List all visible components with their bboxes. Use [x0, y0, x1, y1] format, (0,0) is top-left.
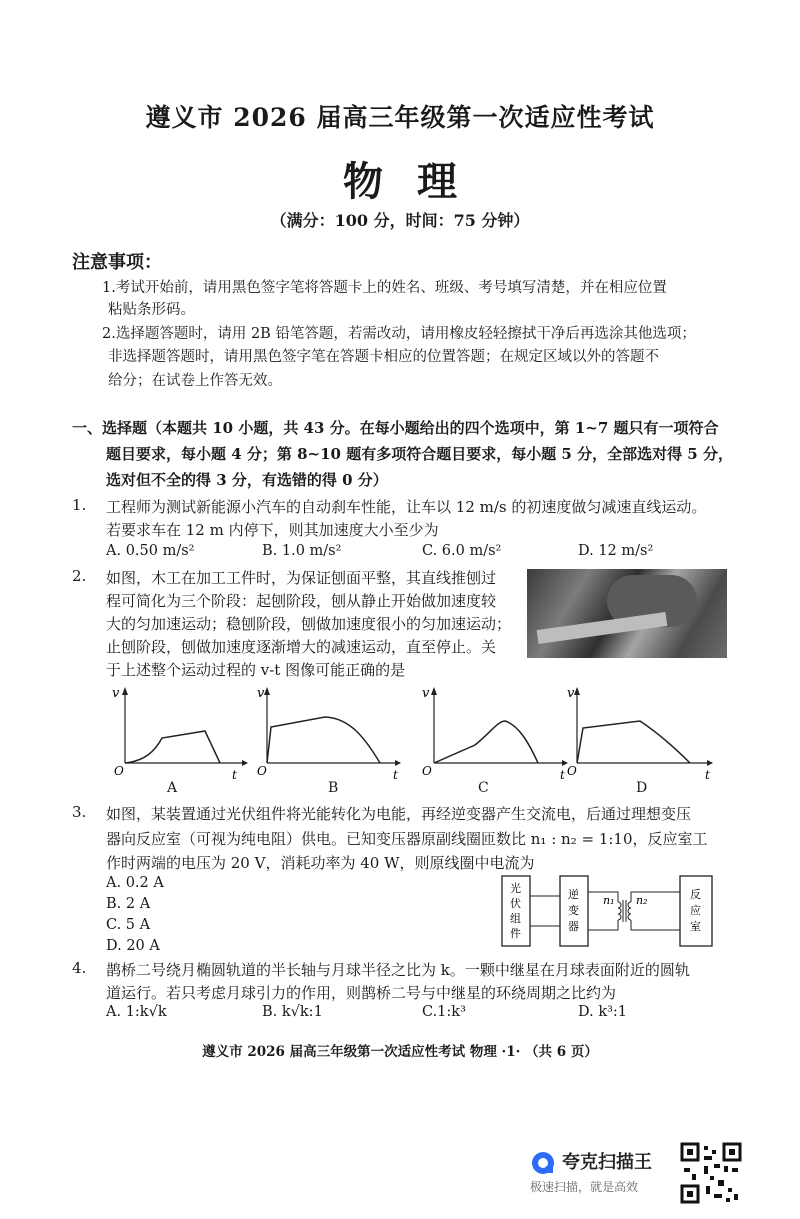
question-text: 如图，某装置通过光伏组件将光能转化为电能，再经逆变器产生交流电，后通过理想变压 [106, 805, 692, 823]
scanner-brand: 夸克扫描王 [562, 1152, 652, 1173]
question-text: 作时两端的电压为 20 V，消耗功率为 40 W，则原线圈中电流为 [106, 854, 535, 872]
section-instructions: 题目要求，每小题 4 分；第 8~10 题有多项符合题目要求，每小题 5 分，全部选对得 5 分， [106, 445, 733, 463]
option-a: A. 1:k√k [106, 1004, 167, 1020]
option-b: B. 2 A [106, 896, 151, 912]
option-d: D. 20 A [106, 938, 160, 954]
notice-line: 粘贴条形码。 [108, 302, 195, 318]
option-d: D. 12 m/s² [578, 543, 654, 559]
box1-char: 伏 [510, 897, 521, 910]
n2-label: n₂ [636, 894, 648, 907]
question-text: 工程师为测试新能源小汽车的自动刹车性能，让车以 12 m/s 的初速度做匀减速直线运动。 [106, 498, 707, 516]
vt-graph-d [565, 683, 715, 783]
box3-char: 室 [690, 920, 701, 933]
axis-t: t [232, 768, 237, 782]
question-text: 大的匀加速运动；稳刨阶段，刨做加速度很小的匀加速运动； [106, 615, 512, 633]
subject-title: 物理 [343, 158, 491, 205]
option-c: C. 5 A [106, 917, 151, 933]
notice-line: 2.选择题答题时，请用 2B 铅笔答题，若需改动，请用橡皮轻轻擦拭干净后再选涂其他选项； [102, 326, 696, 342]
option-c: C. 6.0 m/s² [422, 543, 502, 559]
question-text: 器向反应室（可视为纯电阻）供电。已知变压器原副线圈匝数比 n₁ : n₂ = 1:10，反应室工 [106, 830, 708, 848]
question-text: 程可简化为三个阶段：起刨阶段，刨从静止开始做加速度较 [106, 592, 497, 610]
axis-v: v [112, 686, 120, 701]
axis-t: t [560, 768, 565, 782]
box2-char: 器 [568, 920, 579, 933]
graph-label-d: D [636, 780, 648, 796]
graph-label-a: A [167, 780, 178, 796]
box1-char: 件 [510, 927, 521, 940]
notice-heading: 注意事项： [72, 252, 162, 273]
origin-label: O [422, 764, 432, 778]
axis-v: v [422, 686, 430, 701]
option-b: B. k√k:1 [262, 1004, 323, 1020]
question-text: 鹊桥二号绕月椭圆轨道的半长轴与月球半径之比为 k。一颗中继星在月球表面附近的圆轨 [106, 961, 690, 979]
box3-char: 应 [690, 904, 701, 917]
axis-v: v [257, 686, 265, 701]
vt-graph-c [420, 683, 570, 783]
qr-code-icon [680, 1142, 742, 1204]
section-instructions: 选对但不全的得 3 分，有选错的得 0 分） [106, 471, 388, 489]
notice-line: 1.考试开始前，请用黑色签字笔将答题卡上的姓名、班级、考号填写清楚，并在相应位置 [102, 280, 667, 296]
box1-char: 组 [510, 912, 521, 925]
scanner-logo-icon [530, 1150, 556, 1176]
plane-blade [537, 612, 668, 644]
box1-char: 光 [510, 882, 521, 895]
box2-char: 变 [568, 904, 579, 917]
question-number: 3. [72, 803, 87, 821]
option-a: A. 0.2 A [106, 875, 164, 891]
origin-label: O [257, 764, 267, 778]
circuit-diagram [496, 870, 718, 952]
origin-label: O [114, 764, 124, 778]
question-text: 于上述整个运动过程的 v-t 图像可能正确的是 [106, 661, 406, 679]
notice-line: 非选择题答题时，请用黑色签字笔在答题卡相应的位置答题；在规定区域以外的答题不 [108, 349, 659, 365]
question-number: 2. [72, 567, 87, 585]
axis-t: t [705, 768, 710, 782]
question-number: 4. [72, 959, 87, 977]
option-a: A. 0.50 m/s² [106, 543, 195, 559]
scanner-watermark [530, 1148, 670, 1194]
graph-label-b: B [328, 780, 339, 796]
box3-char: 反 [690, 888, 701, 901]
question-text: 止刨阶段，刨做加速度逐渐增大的减速运动，直至停止。关 [106, 638, 497, 656]
vt-graph-a [100, 683, 250, 783]
notice-line: 给分；在试卷上作答无效。 [108, 373, 282, 389]
question-text: 道运行。若只考虑月球引力的作用，则鹊桥二号与中继星的环绕周期之比约为 [106, 984, 617, 1002]
origin-label: O [567, 764, 577, 778]
vt-graph-b [255, 683, 405, 783]
option-b: B. 1.0 m/s² [262, 543, 342, 559]
scanner-slogan: 极速扫描，就是高效 [530, 1180, 639, 1194]
question-number: 1. [72, 496, 87, 514]
box2-char: 逆 [568, 888, 579, 901]
section-instructions: 一、选择题（本题共 10 小题，共 43 分。在每小题给出的四个选项中，第 1~7 题只有一项符合 [72, 419, 719, 437]
option-c: C.1:k³ [422, 1004, 466, 1020]
axis-t: t [393, 768, 398, 782]
question-text: 若要求车在 12 m 内停下，则其加速度大小至少为 [106, 521, 439, 539]
exam-title: 遵义市 2026 届高三年级第一次适应性考试 [145, 103, 655, 132]
n1-label: n₁ [603, 894, 615, 907]
axis-v: v [567, 686, 575, 701]
woodworking-photo [527, 569, 727, 658]
page-footer: 遵义市 2026 届高三年级第一次适应性考试 物理 ·1· （共 6 页） [202, 1044, 598, 1060]
option-d: D. k³:1 [578, 1004, 628, 1020]
score-info: （满分：100 分，时间：75 分钟） [270, 211, 530, 230]
question-text: 如图，木工在加工工件时，为保证刨面平整，其直线推刨过 [106, 569, 497, 587]
graph-label-c: C [478, 780, 489, 796]
